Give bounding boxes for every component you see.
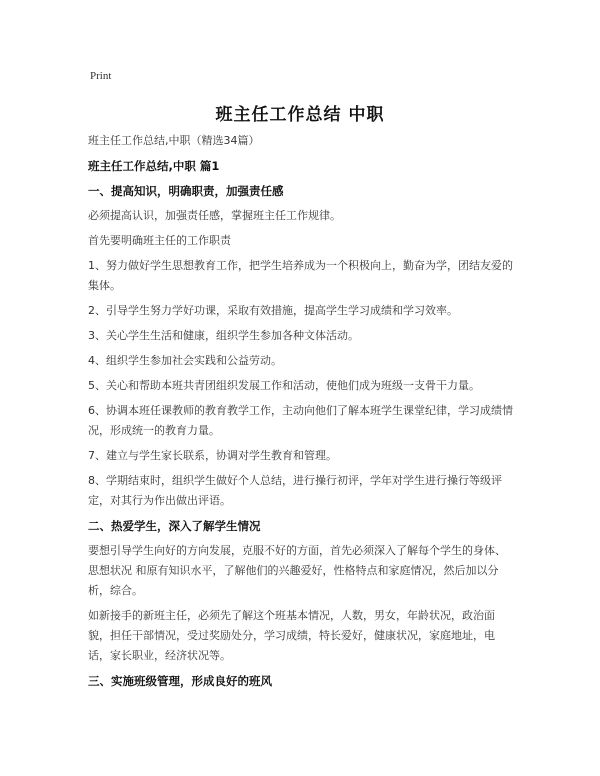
paragraph: 首先要明确班主任的工作职责 — [88, 234, 231, 247]
document-body — [88, 131, 516, 696]
paragraph: 班主任工作总结,中职（精选34篇） — [88, 134, 260, 147]
paragraph: 7、建立与学生家长联系，协调对学生教育和管理。 — [88, 449, 337, 462]
paragraph: 5、关心和帮助本班共青团组织发展工作和活动，使他们成为班级一支骨干力量。 — [88, 379, 480, 392]
paragraph: 8、学期结束时，组织学生做好个人总结，进行操行初评，学年对学生进行操行等级评定，对其行为作出做出评语。 — [88, 474, 502, 507]
paragraph: 要想引导学生向好的方向发展，克服不好的方面，首先必须深入了解每个学生的身体、思想状况 和原有知识水平，了解他们的兴趣爱好，性格特点和家庭情况，然后加以分析，综合。 — [88, 544, 506, 597]
section-heading: 一、提高知识，明确职责，加强责任感 — [88, 184, 284, 198]
paragraph: 如新接手的新班主任，必须先了解这个班基本情况，人数，男女，年龄状况，政治面貌，担任干部情况，受过奖励处分，学习成绩，特长爱好，健康状况，家庭地址，电话，家长职业，经济状况等。 — [88, 609, 495, 662]
paragraph: 1、努力做好学生思想教育工作，把学生培养成为一个积极向上，勤奋为学，团结友爱的集体。 — [88, 259, 513, 292]
paragraph: 4、组织学生参加社会实践和公益劳动。 — [88, 354, 282, 367]
subsection-title: 班主任工作总结,中职 篇1 — [88, 159, 220, 173]
section-heading: 二、热爱学生，深入了解学生情况 — [88, 519, 261, 533]
paragraph: 2、引导学生努力学好功课，采取有效措施，提高学生学习成绩和学习效率。 — [88, 304, 458, 317]
paragraph: 必须提高认识，加强责任感，掌握班主任工作规律。 — [88, 209, 341, 222]
page-title: 班主任工作总结 中职 — [215, 105, 385, 125]
paragraph: 6、协调本班任课教师的教育教学工作，主动向他们了解本班学生课堂纪律，学习成绩情况，形成统一的教育力量。 — [88, 404, 513, 437]
print-link[interactable]: Print — [90, 70, 112, 82]
paragraph: 3、关心学生生活和健康，组织学生参加各种文体活动。 — [88, 329, 359, 342]
section-heading: 三、实施班级管理，形成良好的班风 — [88, 674, 272, 688]
